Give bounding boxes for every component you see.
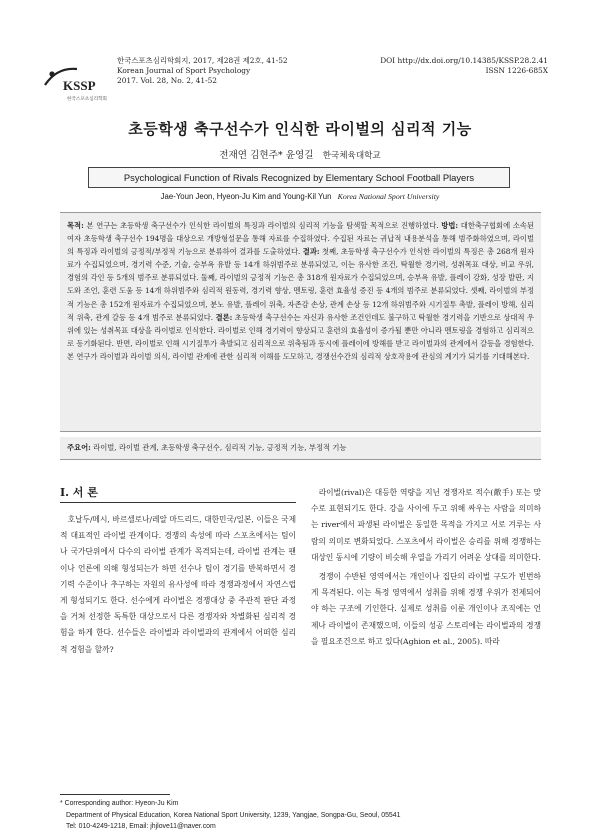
journal-logo <box>43 63 107 105</box>
author-address: Department of Physical Education, Korea National Sport University, 1239, Yangjae, Songpa-Gu, Seoul, 05541 <box>66 811 401 819</box>
section-divider <box>60 502 296 503</box>
author-contact: Tel: 010-4249-1218, Email: jhjlove11@naver.com <box>66 823 216 830</box>
doi-block <box>308 56 548 76</box>
english-title: Psychological Function of Rivals Recognized by Elementary School Football Players <box>88 167 510 188</box>
abstract-purpose-label: 목적: <box>67 221 84 230</box>
footnote-divider <box>60 794 170 795</box>
body-left-column <box>60 512 296 661</box>
affiliation: 한국체육대학교 <box>322 151 381 161</box>
footnote <box>60 798 541 833</box>
paper-title: 초등학생 축구선수가 인식한 라이벌의 심리적 기능 <box>128 120 472 138</box>
authors: 전재연 김현주* 윤영길 <box>219 150 314 161</box>
body-right-column <box>311 485 541 653</box>
kssp-logo-icon <box>43 63 107 105</box>
abstract-method: 대한축구협회에 소속된 여자 초등학생 축구선수 194명을 대상으로 개방형설문을 통해 자료를 수집하였다. 수집된 자료는 귀납적 내용분석을 통해 범주화하였으며, 라이벌의 특징과 라이벌의 긍정적/부정적 기능으로 분류하여 결과를 도출하였다. <box>67 221 534 257</box>
abstract-result: 첫째, 초등학생 축구선수가 인식한 라이벌의 특징은 총 268개 원자료가 수집되었으며, 경기력 수준, 기술, 승부욕 유발 등 14개 하위범주로 분류되었고, 이는 유사한 조건, 탁월한 경기력, 성취목표 대상, 비교 우위, 경험의 각인 등 5개의 범주로 분류되었다. 둘째, 라이벌의 긍정적 기능은 총 318개 원자료가 수집되었으며, 승부욕 유발, 플레이 강화, 성장 발판, 지도와 조언, 훈련 도움 등 14개 하위범주와 심리적 원동력, 경기력 향상, 멘토링, 훈련 효율성 증진 등 4개의 범주로 분류되었다. 셋째, 라이벌의 부정적 기능은 총 152개 원자료가 수집되었으며, 분노 유발, 플레이 위축, 자존감 손상, 관계 손상 등 12개 하위범주와 시기질투 촉발, 플레이 방해, 심리적 위축, 관계 갈등 등 4개 범주로 분류되었다. <box>67 247 534 322</box>
abstract <box>60 212 541 432</box>
journal-volume: 2017. Vol. 28, No. 2, 41-52 <box>117 76 217 85</box>
logo-text: KSSP <box>63 78 96 93</box>
author-line <box>0 147 600 161</box>
abstract-purpose: 본 연구는 초등학생 축구선수가 인식한 라이벌의 특징과 라이벌의 심리적 기능을 탐색할 목적으로 진행하였다. <box>83 221 442 230</box>
abstract-conclusion-label: 결론: <box>215 312 233 322</box>
corresponding-author: * Corresponding author: Hyeon-Ju Kim <box>60 800 179 807</box>
body-paragraph: 호날두/메시, 바르셀로나/레알 마드리드, 대한민국/일본, 이들은 국제적 대표적인 라이벌 관계이다. 경쟁의 속성에 따라 스포츠에서는 팀이나 국가단위에서 다수의 라이벌 관계가 목격되는데, 라이벌 관계는 팬이나 언론에 의해 형성되는가 하면 선수나 팀이 경기를 반복하면서 경기력 수준이나 추구하는 자원의 유사성에 따라 경쟁과정에서 자연스럽게 형성되기도 한다. 선수에게 라이벌은 경쟁대상 중 주관적 판단 과정을 거쳐 선정한 독특한 대상으로서 다른 경쟁자와 차별화된 심리적 경험을 하게 한다. 선수들은 라이벌과 라이벌과의 관계에서 어떠한 심리적 경험을 할까? <box>60 515 296 654</box>
abstract-conclusion: 초등학생 축구선수는 자신과 유사한 조건인데도 불구하고 탁월한 경기력을 기반으로 상대적 우위에 있는 성취목표 대상을 라이벌로 인식한다. 라이벌로 인해 경기력이 향상되고 훈련의 효율성이 증가될 뿐만 아니라 멘토링을 경험하고 심리적으로 동기화된다. 반면, 라이벌로 인해 시기질투가 촉발되고 심리적으로 위축됨과 동시에 플레이에 방해를 받고 라이벌과의 관계에서 갈등을 경험한다. 본 연구가 라이벌과 라이벌 의식, 라이벌 관계에 관한 심리적 이해를 도모하고, 경쟁선수간의 심리적 상호작용에 관심의 계기가 되기를 기대해본다. <box>67 312 534 361</box>
logo-subtext: 한국스포츠심리학회 <box>67 97 107 102</box>
body-paragraph: 경쟁이 수반된 영역에서는 개인이나 집단의 라이벌 구도가 빈번하게 목격된다. 이는 특정 영역에서 성취를 위해 경쟁 우위가 전제되어야 하는 구조에 기인한다. 실제로 성취를 이룬 개인이나 조직에는 언제나 라이벌이 존재했으며, 이들의 성공 스토리에는 라이벌과의 경쟁을 필요조건으로 하고 있다(Aghion et al., 2005). 따라 <box>311 572 541 646</box>
abstract-method-label: 방법: <box>441 221 459 230</box>
keywords-label: 주요어: <box>67 443 91 452</box>
journal-en: Korean Journal of Sport Psychology <box>117 66 251 75</box>
keywords-text: 라이벌, 라이벌 관계, 초등학생 축구선수, 심리적 기능, 긍정적 기능, 부정적 기능 <box>90 443 347 452</box>
doi-link[interactable]: DOI http://dx.doi.org/10.14385/KSSP.28.2.41 <box>380 56 548 65</box>
keywords <box>60 437 541 460</box>
english-author-line <box>0 192 600 201</box>
section-heading: I. 서 론 <box>60 486 98 499</box>
body-paragraph: 라이벌(rival)은 대등한 역량을 지닌 경쟁자로 적수(敵手) 또는 맞수로 표현되기도 한다. 강을 사이에 두고 위해 싸우는 사람을 의미하는 river에서 파생된 라이벌은 동일한 목적을 가지고 서로 겨루는 사람의 의미로 변화되었다. 스포츠에서 라이벌은 승리를 위해 경쟁하는 대상인 동시에 기량이 비슷해 우열을 가리기 어려운 상대를 의미한다. <box>311 488 541 562</box>
authors-en: Jae-Youn Jeon, Hyeon-Ju Kim and Young-Kil Yun <box>160 192 332 201</box>
journal-kr: 한국스포츠심리학회지, 2017, 제28권 제2호, 41-52 <box>117 56 288 65</box>
abstract-result-label: 결과: <box>302 247 320 257</box>
affiliation-en: Korea National Sport University <box>337 192 440 201</box>
issn: ISSN 1226-685X <box>485 66 548 75</box>
